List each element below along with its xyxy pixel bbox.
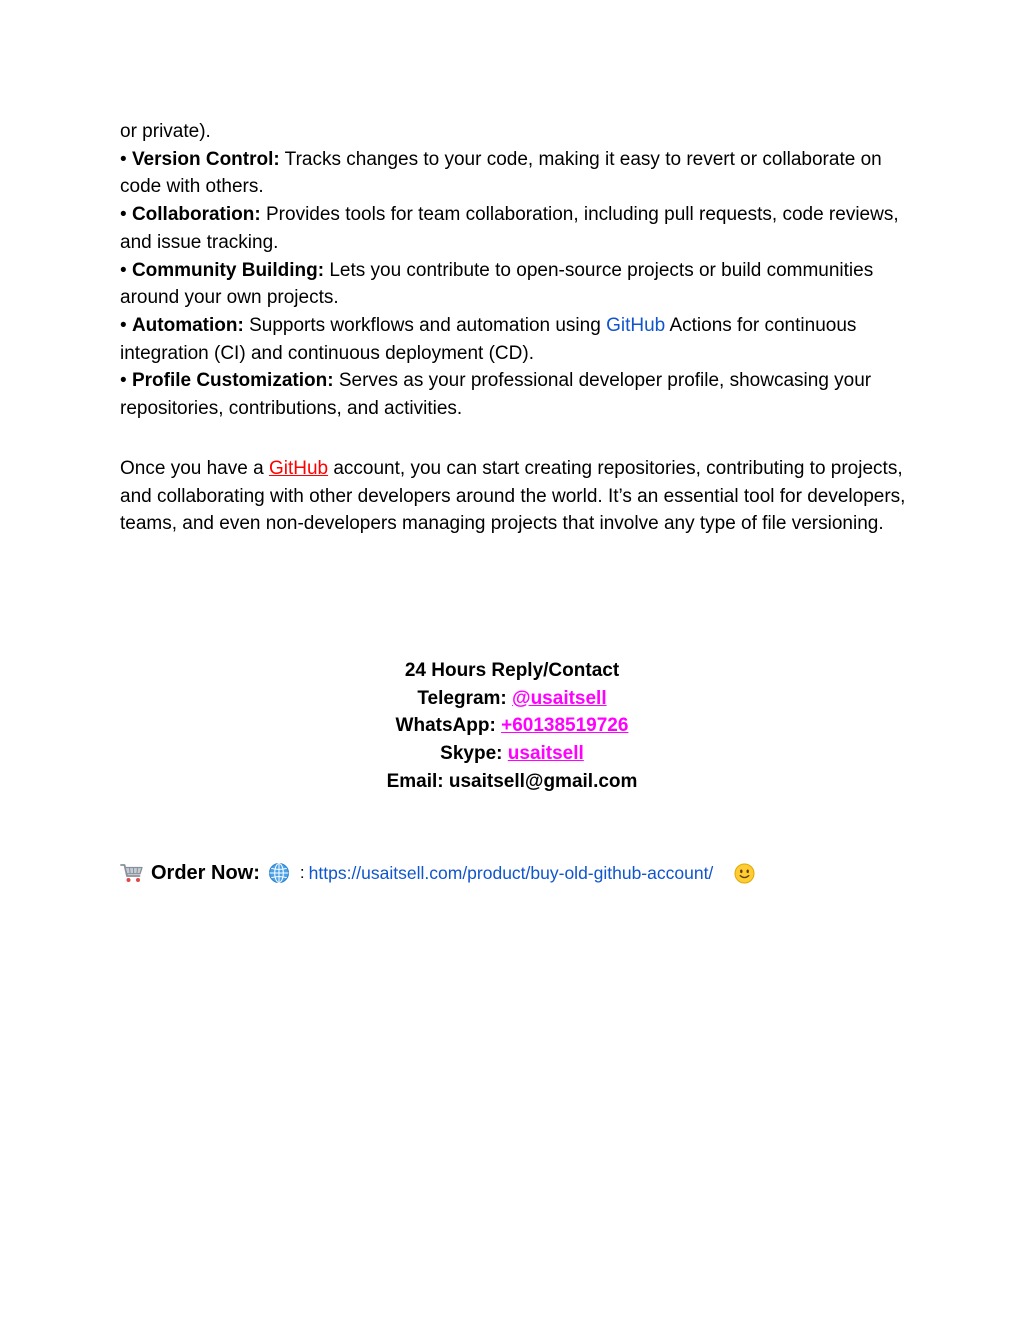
globe-icon [268,862,290,884]
email-label: Email: [386,770,444,792]
whatsapp-link[interactable]: +60138519726 [501,715,629,737]
bullet-automation [120,312,910,367]
whatsapp-label: WhatsApp: [395,715,496,737]
whatsapp-line [0,712,1024,740]
bullet-profile-customization [120,367,910,422]
bullet-text: Tracks changes to your code, making it easy to revert or collaborate on code with others. [120,148,882,198]
telegram-line [0,685,1024,713]
order-line [120,858,755,888]
shopping-cart-icon [120,862,144,884]
continuation-line [120,118,910,146]
closing-paragraph [120,455,910,538]
bullet-version-control [120,146,910,201]
continuation-text: or private). [120,121,211,142]
contact-heading: 24 Hours Reply/Contact [404,660,620,681]
bullet-label: Profile Customization: [131,370,334,392]
bullet-text: Serves as your professional developer profile, showcasing your repositories, contributions, and activities. [120,370,872,420]
email-line [0,768,1024,796]
feature-list [120,118,910,423]
skype-label: Skype: [440,743,503,765]
order-now-label: Order Now: [151,861,260,884]
bullet-label: Collaboration: [131,204,261,226]
bullet-community-building [120,257,910,312]
closing-text: account, you can start creating repositories, contributing to projects, and collaborating with other developers around the world. It’s an essential tool for developers, teams, and even non-developers managing projects that involve any type of file versioning. [120,458,906,535]
github-link[interactable]: GitHub [606,314,666,336]
telegram-label: Telegram: [417,687,507,709]
bullet-marker: • [120,204,127,226]
smiling-face-icon [734,863,755,884]
bullet-text: Actions for continuous integration (CI) and continuous deployment (CD). [120,314,857,364]
bullet-label: Community Building: [131,259,325,281]
bullet-marker: • [120,259,127,281]
skype-link[interactable]: usaitsell [507,743,584,765]
bullet-text: Lets you contribute to open-source projects or build communities around your own projects. [120,259,874,309]
contact-block [0,657,1024,796]
skype-line [0,740,1024,768]
bullet-text: Supports workflows and automation using [249,314,601,336]
bullet-collaboration [120,201,910,256]
email-value: usaitsell@gmail.com [448,770,638,792]
github-account-link[interactable]: GitHub [268,458,329,479]
telegram-link[interactable]: @usaitsell [512,687,607,709]
bullet-label: Automation: [131,314,244,336]
bullet-text: Provides tools for team collaboration, including pull requests, code reviews, and issue tracking. [120,204,899,253]
bullet-marker: • [120,370,127,392]
bullet-label: Version Control: [131,148,280,170]
bullet-marker: • [120,148,127,170]
order-url-link[interactable]: https://usaitsell.com/product/buy-old-github-account/ [308,862,714,883]
bullet-marker: • [120,314,127,336]
closing-text: Once you have a [120,458,264,479]
order-separator: : [299,863,305,882]
